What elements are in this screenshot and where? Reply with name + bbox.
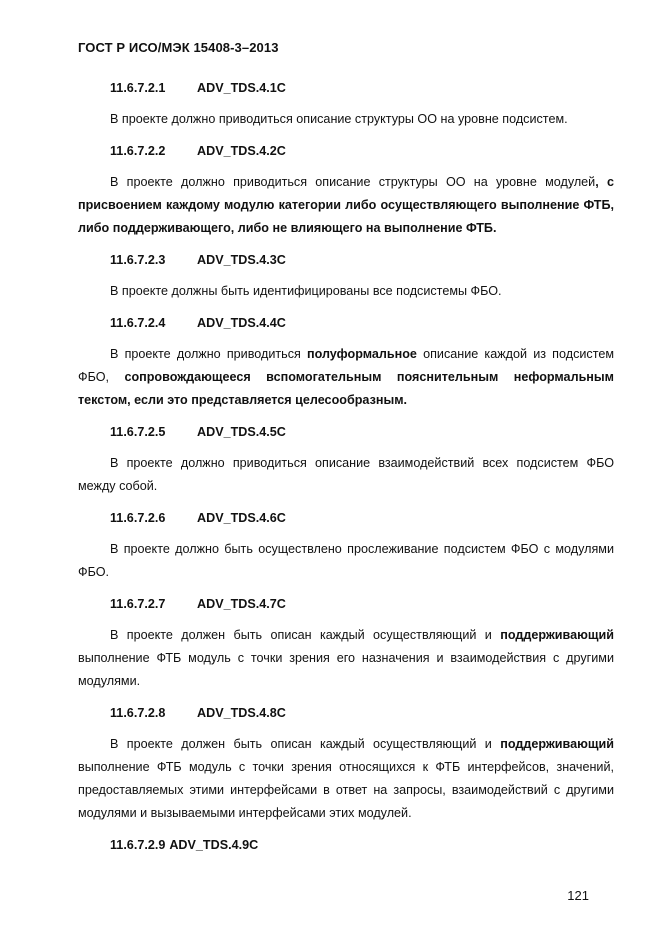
- section-11-6-7-2-2: [78, 142, 614, 240]
- section-text: [78, 733, 614, 825]
- section-11-6-7-2-1: [78, 79, 614, 131]
- section-code: ADV_TDS.4.5C: [197, 425, 286, 439]
- section-text: [78, 452, 614, 498]
- section-11-6-7-2-4: [78, 314, 614, 412]
- section-code: ADV_TDS.4.1C: [197, 81, 286, 95]
- section-number: 11.6.7.2.3: [110, 253, 166, 267]
- section-code: ADV_TDS.4.9C: [169, 838, 259, 852]
- document-header: ГОСТ Р ИСО/МЭК 15408-3–2013: [78, 40, 279, 55]
- text-regular: выполнение ФТБ модуль с точки зрения относящихся к ФТБ интерфейсов, значений, предоставляемых этими интерфейсами в ответ на запросы, взаимодействий с другими модулями и вызываемыми интерфейсами этих модулей.: [78, 760, 614, 820]
- section-code: ADV_TDS.4.3C: [197, 253, 286, 267]
- section-code: ADV_TDS.4.7C: [197, 597, 286, 611]
- section-text: [78, 171, 614, 240]
- section-heading: [78, 314, 614, 332]
- text-regular: В проекте должны быть идентифицированы все подсистемы ФБО.: [110, 284, 502, 298]
- section-code: ADV_TDS.4.2C: [197, 144, 286, 158]
- text-regular: выполнение ФТБ модуль с точки зрения его назначения и взаимодействия с другими модулями.: [78, 651, 614, 688]
- text-regular: В проекте должно быть осуществлено прослеживание подсистем ФБО с модулями ФБО.: [78, 542, 614, 579]
- section-text: [78, 108, 614, 131]
- section-heading: [78, 836, 614, 854]
- section-text: [78, 538, 614, 584]
- section-11-6-7-2-5: [78, 423, 614, 498]
- section-number: 11.6.7.2.5: [110, 425, 166, 439]
- section-heading: [78, 704, 614, 722]
- section-11-6-7-2-7: [78, 595, 614, 693]
- text-regular: В проекте должно приводиться описание структуры ОО на уровне модулей: [110, 175, 596, 189]
- section-code: ADV_TDS.4.8C: [197, 706, 286, 720]
- section-heading: [78, 595, 614, 613]
- text-regular: В проекте должно приводиться описание структуры ОО на уровне подсистем.: [110, 112, 568, 126]
- text-regular: В проекте должен быть описан каждый осуществляющий и: [110, 628, 501, 642]
- section-number: 11.6.7.2.2: [110, 144, 166, 158]
- page-number: 121: [567, 888, 589, 903]
- section-number: 11.6.7.2.6: [110, 511, 166, 525]
- section-number: 11.6.7.2.9: [110, 838, 166, 852]
- section-heading: [78, 79, 614, 97]
- text-bold: , с присвоением каждому модулю категории либо осуществляющего выполнение ФТБ, либо поддерживающего, либо не влияющего на выполнение ФТБ.: [78, 175, 614, 235]
- section-heading: [78, 509, 614, 527]
- section-heading: [78, 142, 614, 160]
- section-number: 11.6.7.2.8: [110, 706, 166, 720]
- section-number: 11.6.7.2.4: [110, 316, 166, 330]
- text-regular: описание каждой из подсистем ФБО,: [78, 347, 614, 384]
- section-code: ADV_TDS.4.6C: [197, 511, 286, 525]
- section-11-6-7-2-6: [78, 509, 614, 584]
- section-code: ADV_TDS.4.4C: [197, 316, 286, 330]
- section-11-6-7-2-3: [78, 251, 614, 303]
- section-heading: [78, 423, 614, 441]
- text-bold: поддерживающий: [500, 737, 614, 751]
- document-body: [78, 79, 614, 865]
- section-number: 11.6.7.2.7: [110, 597, 166, 611]
- section-text: [78, 343, 614, 412]
- section-11-6-7-2-9: [78, 836, 614, 854]
- text-regular: В проекте должен быть описан каждый осуществляющий и: [110, 737, 501, 751]
- section-number: 11.6.7.2.1: [110, 81, 166, 95]
- text-regular: В проекте должно приводиться: [110, 347, 307, 361]
- text-regular: В проекте должно приводиться описание взаимодействий всех подсистем ФБО между собой.: [78, 456, 614, 493]
- section-heading: [78, 251, 614, 269]
- text-bold: сопровождающееся вспомогательным пояснительным неформальным текстом, если это представляется целесообразным.: [78, 370, 614, 407]
- section-text: [78, 280, 614, 303]
- text-bold: поддерживающий: [500, 628, 614, 642]
- text-bold: полуформальное: [306, 347, 417, 361]
- section-11-6-7-2-8: [78, 704, 614, 825]
- section-text: [78, 624, 614, 693]
